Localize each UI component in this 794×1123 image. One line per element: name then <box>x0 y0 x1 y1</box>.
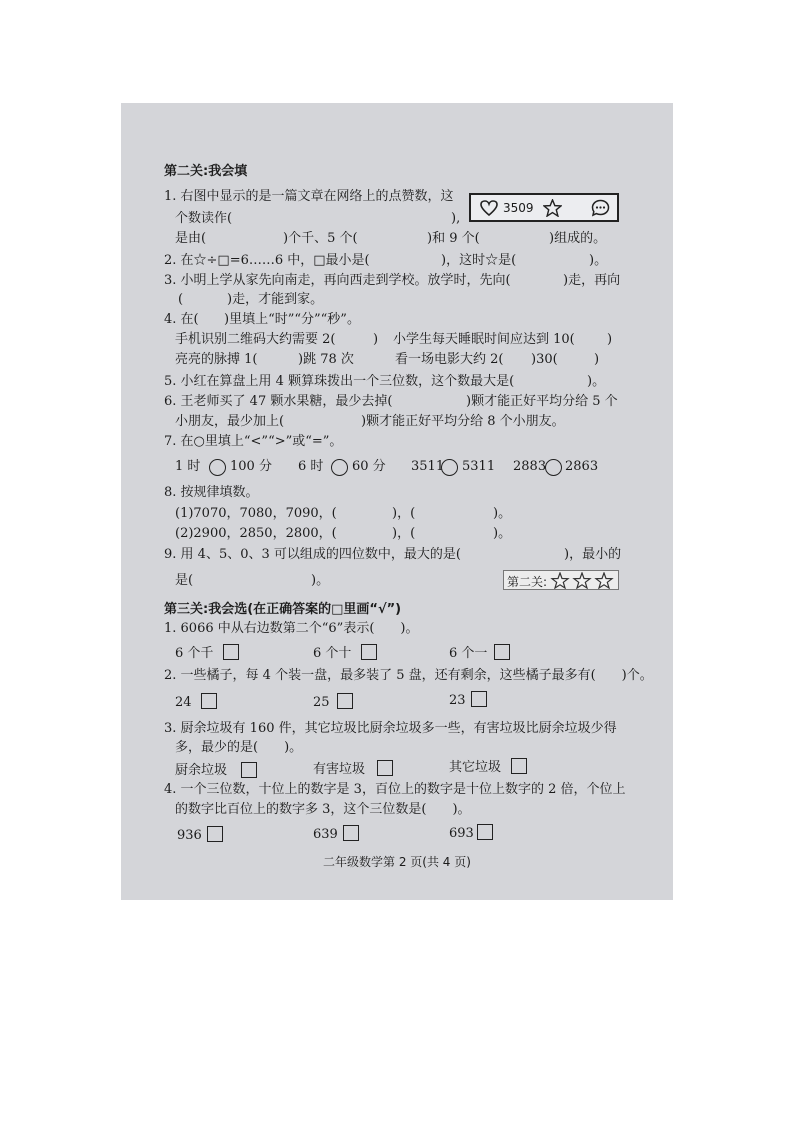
q3-b: )走，再向 <box>563 273 621 288</box>
s3q2-text: 2. 一些橘子，每 4 个装一盘，最多装了 5 盘，还有剩余，这些橘子最多有( )个。 <box>164 668 653 683</box>
answer-checkbox[interactable] <box>201 693 217 709</box>
q7-title: 7. 在○里填上“<”“>”或“=”。 <box>164 434 343 449</box>
q5-b: )。 <box>587 374 606 389</box>
q4-r2c: 看一场电影大约 2( <box>395 352 504 367</box>
q4-r1d: ) <box>607 332 613 347</box>
s3q4-option-3: 693 <box>449 826 474 841</box>
answer-checkbox[interactable] <box>477 824 493 840</box>
q8-sequence-1-mid: )，( <box>392 506 416 521</box>
stamp-label: 第二关: <box>507 575 548 589</box>
like-counter-bar <box>469 193 619 222</box>
answer-checkbox[interactable] <box>343 825 359 841</box>
q4-r1b: ) <box>373 332 379 347</box>
q9-b: )，最小的 <box>564 547 622 562</box>
star-icon <box>543 199 562 217</box>
q7-item3-left: 3511 <box>411 459 445 474</box>
section2-score-stamp <box>503 570 619 590</box>
q8-title: 8. 按规律填数。 <box>164 485 259 500</box>
heart-icon <box>480 200 498 216</box>
q6-d: )颗才能正好平均分给 8 个小朋友。 <box>361 414 565 429</box>
q8-sequence-2-end: )。 <box>493 526 512 541</box>
s3q2-option-3: 23 <box>449 693 466 708</box>
q8-sequence-1-end: )。 <box>493 506 512 521</box>
q4-r2d: )30( <box>531 352 558 367</box>
s3q1-option-2: 6 个十 <box>313 646 352 661</box>
q9-a: 9. 用 4、5、0、3 可以组成的四位数中，最大的是( <box>164 547 461 562</box>
q6-b: )颗才能正好平均分给 5 个 <box>466 394 618 409</box>
answer-checkbox[interactable] <box>207 826 223 842</box>
exam-page <box>121 103 673 900</box>
s3q3-option-3: 其它垃圾 <box>449 760 502 775</box>
answer-checkbox[interactable] <box>361 644 377 660</box>
like-count: 3509 <box>503 201 534 215</box>
s3q1-text: 1. 6066 中从右边数第二个“6”表示( )。 <box>164 621 419 636</box>
q8-sequence-1: (1)7070，7080，7090，( <box>175 506 337 521</box>
q8-sequence-2-mid: )，( <box>392 526 416 541</box>
q3-c: ( <box>178 292 184 307</box>
s3q2-option-1: 24 <box>175 695 192 710</box>
q4-r1c: 小学生每天睡眠时间应达到 10( <box>393 332 575 347</box>
q7-item3-right: 5311 <box>462 459 496 474</box>
s3q3-option-1: 厨余垃圾 <box>175 763 228 778</box>
q4-r2a: 亮亮的脉搏 1( <box>175 352 258 367</box>
page-footer: 二年级数学第 2 页(共 4 页) <box>323 855 471 869</box>
comment-icon <box>591 199 610 217</box>
q4-b: )里填上“时”“分”“秒”。 <box>224 312 360 327</box>
s3q3-line1: 3. 厨余垃圾有 160 件，其它垃圾比厨余垃圾多一些，有害垃圾比厨余垃圾少得 <box>164 721 617 736</box>
q1-line3c: )和 9 个( <box>427 231 480 246</box>
compare-circle[interactable] <box>441 459 458 476</box>
answer-checkbox[interactable] <box>337 693 353 709</box>
q6-a: 6. 王老师买了 47 颗水果糖，最少去掉( <box>164 394 393 409</box>
q2-a: 2. 在☆÷□=6……6 中，□最小是( <box>164 253 370 268</box>
s3q4-line2: 的数字比百位上的数字多 3，这个三位数是( )。 <box>175 802 471 817</box>
answer-checkbox[interactable] <box>511 758 527 774</box>
q9-c: 是( <box>175 573 194 588</box>
q7-item2-left: 6 时 <box>298 459 324 474</box>
q1-line2b: ), <box>451 211 461 226</box>
q7-item2-right: 60 分 <box>352 459 386 474</box>
answer-checkbox[interactable] <box>223 644 239 660</box>
s3q4-line1: 4. 一个三位数，十位上的数字是 3，百位上的数字是十位上数字的 2 倍，个位上 <box>164 782 626 797</box>
s3q4-option-1: 936 <box>177 828 202 843</box>
q5-a: 5. 小红在算盘上用 4 颗算珠拨出一个三位数，这个数最大是( <box>164 374 515 389</box>
q7-item1-left: 1 时 <box>175 459 201 474</box>
q9-d: )。 <box>311 573 330 588</box>
s3q3-line2: 多，最少的是( )。 <box>175 740 303 755</box>
s3q4-option-2: 639 <box>313 827 338 842</box>
q7-item4-right: 2863 <box>565 459 599 474</box>
s3q2-option-2: 25 <box>313 695 330 710</box>
s3q1-option-1: 6 个千 <box>175 646 214 661</box>
q1-line3a: 是由( <box>175 231 207 246</box>
q1-line2a: 个数读作( <box>175 211 233 226</box>
answer-checkbox[interactable] <box>471 691 487 707</box>
q2-b: )，这时☆是( <box>441 253 517 268</box>
q2-c: )。 <box>589 253 608 268</box>
star-rating-icon <box>550 572 616 589</box>
q7-item1-right: 100 分 <box>230 459 272 474</box>
s3q1-option-3: 6 个一 <box>449 646 488 661</box>
q1-line3b: )个千、5 个( <box>283 231 358 246</box>
q8-sequence-2: (2)2900，2850，2800，( <box>175 526 337 541</box>
answer-checkbox[interactable] <box>241 762 257 778</box>
q6-c: 小朋友，最少加上( <box>175 414 285 429</box>
q3-a: 3. 小明上学从家先向南走，再向西走到学校。放学时，先向( <box>164 273 511 288</box>
s3q3-option-2: 有害垃圾 <box>313 762 366 777</box>
q4-r2b: )跳 78 次 <box>298 352 354 367</box>
q3-d: )走，才能到家。 <box>227 292 324 307</box>
section2-title: 第二关:我会填 <box>164 164 248 179</box>
answer-checkbox[interactable] <box>377 760 393 776</box>
q7-item4-left: 2883 <box>513 459 547 474</box>
compare-circle[interactable] <box>331 459 348 476</box>
answer-checkbox[interactable] <box>494 644 510 660</box>
q4-r2e: ) <box>594 352 600 367</box>
compare-circle[interactable] <box>209 459 226 476</box>
q1-line1: 1. 右图中显示的是一篇文章在网络上的点赞数，这 <box>164 189 454 204</box>
compare-circle[interactable] <box>545 459 562 476</box>
q4-a: 4. 在( <box>164 312 199 327</box>
section3-title: 第三关:我会选(在正确答案的□里画“√”) <box>164 602 402 617</box>
q4-r1a: 手机识别二维码大约需要 2( <box>175 332 336 347</box>
q1-line3d: )组成的。 <box>549 231 607 246</box>
